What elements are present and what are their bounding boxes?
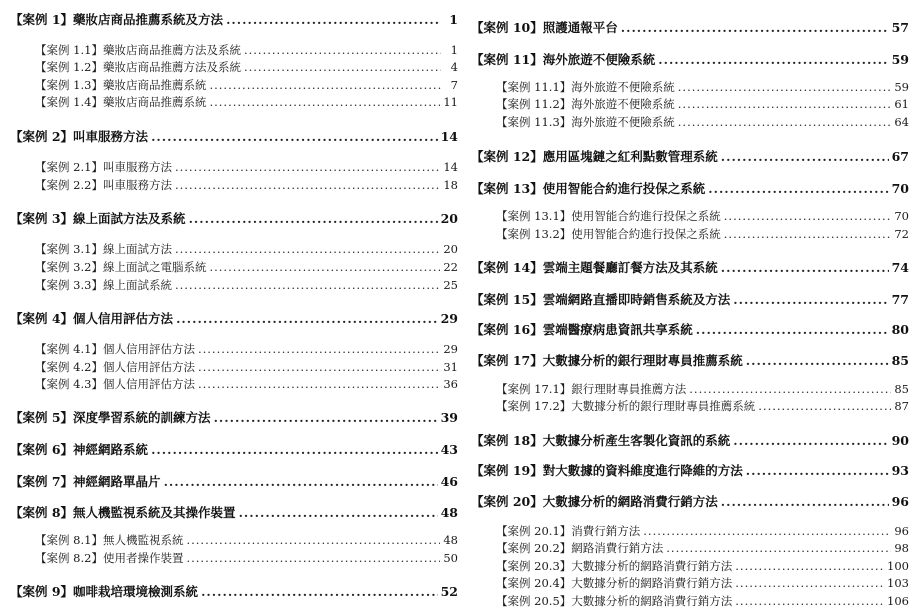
toc-entry-title: 【案例 3.2】線上面試之電腦系統	[35, 260, 207, 274]
toc-entry	[10, 582, 458, 600]
dot-leader	[198, 342, 440, 356]
toc-page-number: 31	[443, 360, 458, 374]
toc-page-number: 98	[894, 541, 909, 555]
toc-entry-title: 【案例 12】應用區塊鏈之紅利點數管理系統	[471, 149, 718, 164]
dot-leader	[708, 181, 888, 196]
toc-entry-title: 【案例 15】雲端網路直播即時銷售系統及方法	[471, 292, 731, 307]
toc-entry-title: 【案例 20.5】大數據分析的網路消費行銷方法	[496, 594, 733, 608]
toc-entry-title: 【案例 20】大數據分析的網路消費行銷方法	[471, 494, 718, 509]
toc-page-number: 59	[894, 80, 909, 94]
toc-page-number: 46	[440, 474, 458, 489]
toc-subentry	[10, 177, 458, 193]
toc-page-number: 70	[891, 181, 909, 196]
toc-entry-title: 【案例 8.1】無人機監視系統	[35, 533, 184, 547]
toc-subentry	[471, 593, 909, 609]
dot-leader	[244, 43, 441, 57]
toc-entry	[10, 209, 458, 227]
dot-leader	[758, 399, 891, 413]
toc-entry-title: 【案例 10】照護通報平台	[471, 20, 618, 35]
toc-page-number: 96	[891, 494, 909, 509]
toc-subentry	[10, 159, 458, 175]
toc-entry	[471, 320, 909, 338]
toc-subentry	[10, 241, 458, 257]
toc-entry	[10, 127, 458, 145]
dot-leader	[721, 260, 889, 275]
dot-leader	[735, 594, 884, 608]
toc-entry	[471, 492, 909, 510]
toc-entry-title: 【案例 3】線上面試方法及系統	[10, 211, 186, 226]
dot-leader	[735, 576, 884, 590]
dot-leader	[175, 160, 440, 174]
toc-entry-title: 【案例 4.1】個人信用評估方法	[35, 342, 195, 356]
toc-subentry	[471, 558, 909, 574]
dot-leader	[214, 410, 438, 425]
dot-leader	[175, 242, 440, 256]
toc-entry-title: 【案例 2.1】叫車服務方法	[35, 160, 172, 174]
toc-page-number: 57	[891, 20, 909, 35]
toc-subentry	[471, 96, 909, 112]
toc-entry-title: 【案例 14】雲端主題餐廳訂餐方法及其系統	[471, 260, 718, 275]
dot-leader	[198, 377, 440, 391]
toc-page-number: 61	[894, 97, 909, 111]
dot-leader	[151, 442, 438, 457]
toc-entry	[471, 290, 909, 308]
toc-subentry	[10, 277, 458, 293]
toc-subentry	[10, 341, 458, 357]
toc-page-number: 39	[440, 410, 458, 425]
toc-entry-title: 【案例 18】大數據分析產生客製化資訊的系統	[471, 433, 731, 448]
toc-page-number: 4	[450, 60, 458, 74]
dot-leader	[209, 260, 440, 274]
toc-entry-title: 【案例 11.3】海外旅遊不便險系統	[496, 115, 675, 129]
toc-subentry	[10, 77, 458, 93]
toc-page-number: 43	[440, 442, 458, 457]
toc-subentry	[471, 540, 909, 556]
toc-subentry	[10, 94, 458, 110]
toc-page-number: 18	[443, 178, 458, 192]
toc-entry	[471, 50, 909, 68]
toc-entry-title: 【案例 1.1】藥妝店商品推薦方法及系統	[35, 43, 241, 57]
toc-entry	[471, 351, 909, 369]
toc-entry-title: 【案例 6】神經網路系統	[10, 442, 149, 457]
toc-subentry	[471, 114, 909, 130]
toc-entry-title: 【案例 1.4】藥妝店商品推薦系統	[35, 95, 207, 109]
toc-page-number: 14	[443, 160, 458, 174]
toc-page-number: 103	[887, 576, 909, 590]
toc-entry-title: 【案例 4.2】個人信用評估方法	[35, 360, 195, 374]
toc-page-number: 93	[891, 463, 909, 478]
toc-page-number: 77	[891, 292, 909, 307]
dot-leader	[643, 524, 891, 538]
toc-subentry	[10, 359, 458, 375]
toc-entry	[10, 408, 458, 426]
dot-leader	[678, 80, 892, 94]
toc-page-number: 25	[443, 278, 458, 292]
dot-leader	[164, 474, 438, 489]
toc-entry-title: 【案例 13.2】使用智能合約進行投保之系統	[496, 227, 721, 241]
toc-subentry	[10, 259, 458, 275]
toc-entry-title: 【案例 17.2】大數據分析的銀行理財專員推薦系統	[496, 399, 756, 413]
toc-page-number: 20	[443, 242, 458, 256]
toc-entry-title: 【案例 20.2】網路消費行銷方法	[496, 541, 664, 555]
dot-leader	[209, 78, 441, 92]
toc-entry-title: 【案例 13.1】使用智能合約進行投保之系統	[496, 209, 721, 223]
toc-entry	[471, 431, 909, 449]
dot-leader	[689, 382, 891, 396]
dot-leader	[151, 129, 438, 144]
toc-entry-title: 【案例 3.1】線上面試方法	[35, 242, 172, 256]
toc-entry-title: 【案例 1.2】藥妝店商品推薦方法及系統	[35, 60, 241, 74]
toc-subentry	[471, 523, 909, 539]
toc-subentry	[10, 59, 458, 75]
dot-leader	[226, 12, 441, 27]
toc-subentry	[471, 79, 909, 95]
toc-entry-title: 【案例 20.3】大數據分析的網路消費行銷方法	[496, 559, 733, 573]
dot-leader	[735, 559, 884, 573]
toc-entry-title: 【案例 13】使用智能合約進行投保之系統	[471, 181, 706, 196]
toc-page-number: 52	[440, 584, 458, 599]
toc-page-number: 80	[891, 322, 909, 337]
dot-leader	[696, 322, 889, 337]
dot-leader	[621, 20, 889, 35]
toc-page-number: 14	[440, 129, 458, 144]
toc-entry-title: 【案例 2】叫車服務方法	[10, 129, 149, 144]
dot-leader	[209, 95, 440, 109]
dot-leader	[724, 227, 892, 241]
toc-entry	[10, 309, 458, 327]
dot-leader	[189, 211, 438, 226]
toc-subentry	[471, 208, 909, 224]
toc-entry-title: 【案例 11.1】海外旅遊不便險系統	[496, 80, 675, 94]
toc-entry	[471, 179, 909, 197]
toc-entry	[10, 440, 458, 458]
dot-leader	[186, 551, 440, 565]
toc-subentry	[471, 381, 909, 397]
toc-entry-title: 【案例 16】雲端醫療病患資訊共享系統	[471, 322, 693, 337]
dot-leader	[724, 209, 892, 223]
toc-entry	[471, 461, 909, 479]
toc-page-number: 20	[440, 211, 458, 226]
toc-entry-title: 【案例 17】大數據分析的銀行理財專員推薦系統	[471, 353, 743, 368]
toc-page-number: 90	[891, 433, 909, 448]
toc-entry-title: 【案例 5】深度學習系統的訓練方法	[10, 410, 211, 425]
toc-entry-title: 【案例 1】藥妝店商品推薦系統及方法	[10, 12, 224, 27]
toc-entry-title: 【案例 9】咖啡栽培環境檢測系統	[10, 584, 199, 599]
toc-entry-title: 【案例 8】無人機監視系統及其操作裝置	[10, 505, 236, 520]
toc-page-number: 70	[894, 209, 909, 223]
dot-leader	[746, 463, 889, 478]
toc-page-number: 85	[891, 353, 909, 368]
toc-page-number: 96	[894, 524, 909, 538]
toc-subentry	[10, 42, 458, 58]
dot-leader	[678, 97, 892, 111]
dot-leader	[733, 292, 888, 307]
dot-leader	[658, 52, 888, 67]
toc-entry-title: 【案例 2.2】叫車服務方法	[35, 178, 172, 192]
dot-leader	[746, 353, 889, 368]
toc-page-number: 22	[443, 260, 458, 274]
toc-entry-title: 【案例 11.2】海外旅遊不便險系統	[496, 97, 675, 111]
dot-leader	[678, 115, 892, 129]
toc-page-number: 106	[887, 594, 909, 608]
toc-subentry	[10, 550, 458, 566]
dot-leader	[721, 494, 889, 509]
toc-page-number: 36	[443, 377, 458, 391]
toc-page-number: 29	[440, 311, 458, 326]
toc-page-number: 48	[443, 533, 458, 547]
toc-entry-title: 【案例 7】神經網路單晶片	[10, 474, 161, 489]
dot-leader	[201, 584, 438, 599]
toc-entry	[471, 258, 909, 276]
toc-entry	[10, 10, 458, 28]
toc-entry-title: 【案例 3.3】線上面試系統	[35, 278, 172, 292]
toc-entry-title: 【案例 4.3】個人信用評估方法	[35, 377, 195, 391]
dot-leader	[721, 149, 889, 164]
toc-page-number: 29	[443, 342, 458, 356]
toc-page-number: 87	[894, 399, 909, 413]
toc-page-number: 1	[450, 43, 458, 57]
dot-leader	[186, 533, 440, 547]
dot-leader	[666, 541, 891, 555]
toc-page-number: 7	[450, 78, 458, 92]
toc-page-number: 50	[443, 551, 458, 565]
toc-subentry	[10, 532, 458, 548]
toc-entry-title: 【案例 4】個人信用評估方法	[10, 311, 174, 326]
toc-page-number: 59	[891, 52, 909, 67]
toc-page-number: 1	[449, 12, 458, 27]
toc-entry	[471, 18, 909, 36]
toc-page-number: 64	[894, 115, 909, 129]
toc-entry	[10, 472, 458, 490]
toc-entry-title: 【案例 17.1】銀行理財專員推薦方法	[496, 382, 687, 396]
toc-entry-title: 【案例 8.2】使用者操作裝置	[35, 551, 184, 565]
dot-leader	[733, 433, 888, 448]
toc-subentry	[471, 575, 909, 591]
dot-leader	[175, 178, 440, 192]
toc-page-number: 85	[894, 382, 909, 396]
toc-entry	[10, 503, 458, 521]
toc-entry-title: 【案例 20.4】大數據分析的網路消費行銷方法	[496, 576, 733, 590]
toc-page-number: 74	[891, 260, 909, 275]
toc-entry-title: 【案例 11】海外旅遊不便險系統	[471, 52, 656, 67]
toc-entry-title: 【案例 20.1】消費行銷方法	[496, 524, 641, 538]
dot-leader	[198, 360, 440, 374]
dot-leader	[176, 311, 438, 326]
dot-leader	[175, 278, 440, 292]
dot-leader	[244, 60, 441, 74]
toc-page-number: 11	[443, 95, 458, 109]
toc-page-number: 100	[887, 559, 909, 573]
toc-page-number: 72	[894, 227, 909, 241]
toc-subentry	[10, 376, 458, 392]
dot-leader	[239, 505, 438, 520]
toc-subentry	[471, 226, 909, 242]
toc-entry-title: 【案例 19】對大數據的資料維度進行降維的方法	[471, 463, 743, 478]
toc-page-number: 48	[440, 505, 458, 520]
toc-entry	[471, 147, 909, 165]
toc-subentry	[471, 398, 909, 414]
toc-page-number: 67	[891, 149, 909, 164]
toc-entry-title: 【案例 1.3】藥妝店商品推薦系統	[35, 78, 207, 92]
